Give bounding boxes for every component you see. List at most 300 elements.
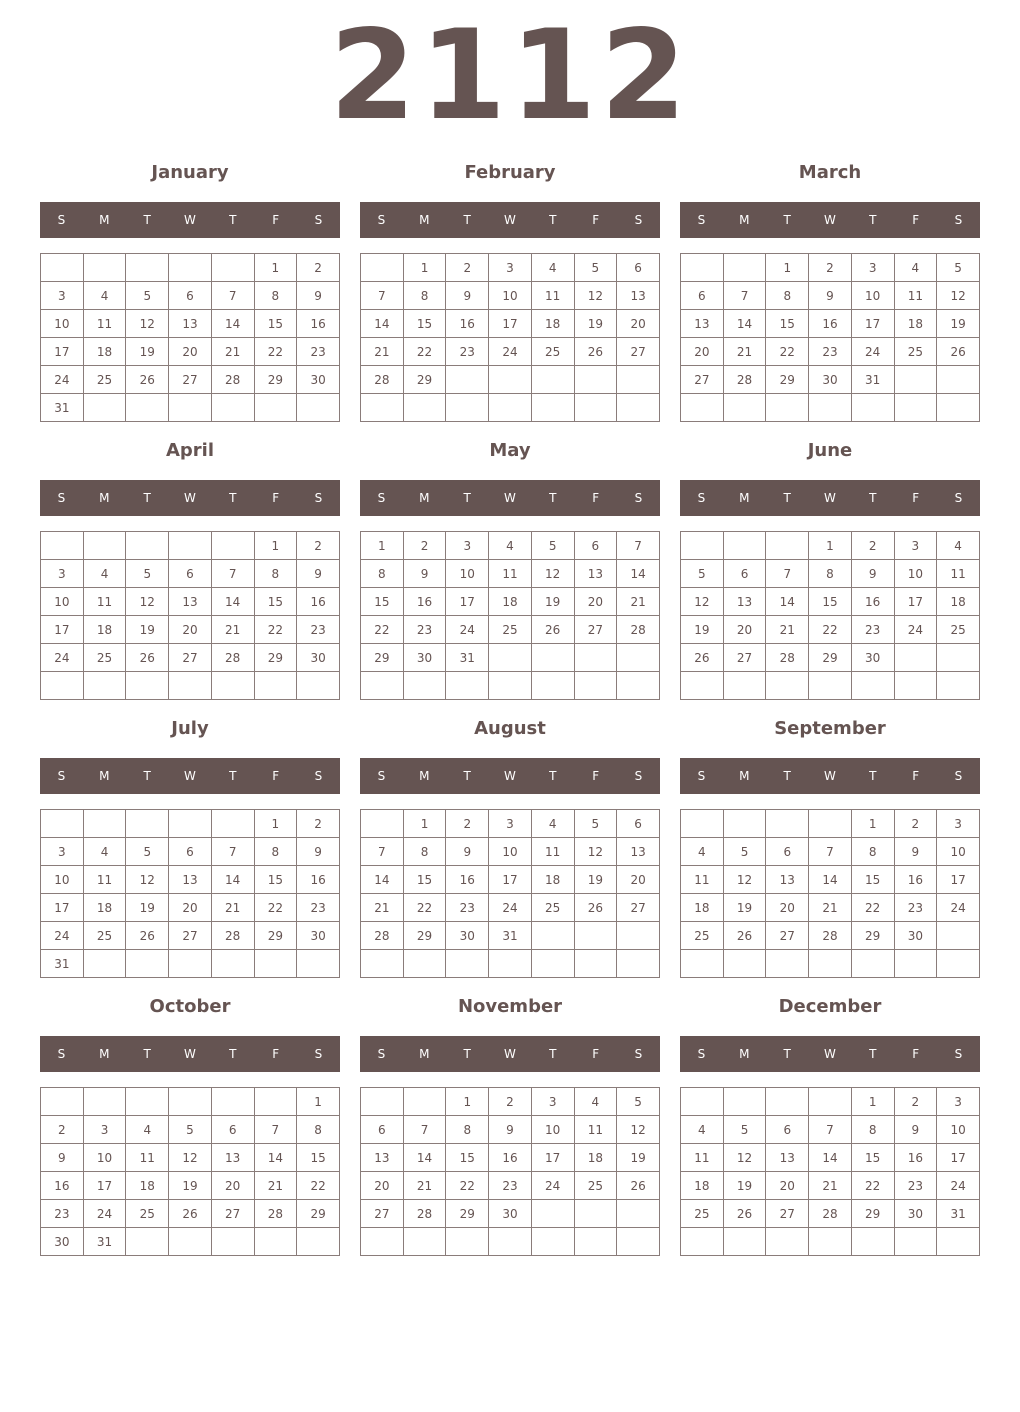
day-cell: 13 bbox=[169, 310, 212, 338]
day-cell bbox=[809, 950, 852, 978]
day-cell: 6 bbox=[766, 1116, 809, 1144]
week-row bbox=[41, 644, 340, 672]
week-row bbox=[361, 866, 660, 894]
day-cell: 28 bbox=[766, 644, 809, 672]
day-cell bbox=[681, 672, 724, 700]
weekday-label: S bbox=[377, 491, 386, 505]
day-cell: 11 bbox=[126, 1144, 169, 1172]
week-row bbox=[41, 616, 340, 644]
day-cell: 26 bbox=[574, 338, 617, 366]
weekday-label: S bbox=[314, 1047, 323, 1061]
day-cell: 1 bbox=[254, 532, 297, 560]
day-cell: 10 bbox=[489, 838, 532, 866]
day-cell bbox=[169, 1088, 212, 1116]
day-cell: 28 bbox=[617, 616, 660, 644]
day-cell bbox=[617, 672, 660, 700]
day-cell: 20 bbox=[169, 616, 212, 644]
day-cell: 16 bbox=[489, 1144, 532, 1172]
day-cell bbox=[766, 950, 809, 978]
day-cell: 29 bbox=[254, 644, 297, 672]
week-row bbox=[681, 338, 980, 366]
week-row bbox=[361, 338, 660, 366]
day-cell: 2 bbox=[297, 532, 340, 560]
weekday-label: F bbox=[912, 769, 920, 783]
week-row bbox=[681, 254, 980, 282]
day-cell: 25 bbox=[531, 894, 574, 922]
day-cell: 31 bbox=[41, 950, 84, 978]
day-grid bbox=[40, 253, 340, 422]
day-cell: 23 bbox=[41, 1200, 84, 1228]
day-cell: 9 bbox=[41, 1144, 84, 1172]
week-row bbox=[361, 644, 660, 672]
week-row bbox=[41, 950, 340, 978]
weekday-label: T bbox=[783, 491, 791, 505]
day-cell: 7 bbox=[809, 838, 852, 866]
day-cell: 18 bbox=[83, 894, 126, 922]
day-cell: 17 bbox=[894, 588, 937, 616]
day-cell: 23 bbox=[403, 616, 446, 644]
day-cell: 26 bbox=[126, 644, 169, 672]
day-cell bbox=[83, 394, 126, 422]
day-cell: 12 bbox=[126, 588, 169, 616]
week-row bbox=[681, 950, 980, 978]
day-cell: 28 bbox=[723, 366, 766, 394]
weekday-label: W bbox=[504, 491, 516, 505]
day-cell bbox=[937, 922, 980, 950]
weekday-header bbox=[360, 1036, 660, 1072]
day-cell: 8 bbox=[809, 560, 852, 588]
day-cell: 24 bbox=[83, 1200, 126, 1228]
day-cell: 5 bbox=[574, 810, 617, 838]
day-cell: 26 bbox=[169, 1200, 212, 1228]
day-cell: 14 bbox=[254, 1144, 297, 1172]
week-row bbox=[41, 1088, 340, 1116]
day-cell: 13 bbox=[617, 838, 660, 866]
day-cell: 1 bbox=[361, 532, 404, 560]
day-cell: 6 bbox=[169, 838, 212, 866]
day-cell: 23 bbox=[851, 616, 894, 644]
week-row bbox=[681, 1088, 980, 1116]
day-cell: 15 bbox=[254, 866, 297, 894]
day-cell: 27 bbox=[723, 644, 766, 672]
weekday-label: T bbox=[143, 213, 151, 227]
day-cell bbox=[126, 1228, 169, 1256]
day-grid bbox=[360, 1087, 660, 1256]
day-grid bbox=[360, 253, 660, 422]
day-cell: 20 bbox=[681, 338, 724, 366]
day-cell: 21 bbox=[211, 616, 254, 644]
weekday-header bbox=[40, 758, 340, 794]
weekday-label: W bbox=[504, 213, 516, 227]
day-cell bbox=[211, 672, 254, 700]
weekday-label: S bbox=[314, 769, 323, 783]
day-cell bbox=[766, 810, 809, 838]
day-cell bbox=[766, 394, 809, 422]
week-row bbox=[361, 282, 660, 310]
day-cell: 18 bbox=[681, 1172, 724, 1200]
day-cell bbox=[446, 672, 489, 700]
day-cell bbox=[723, 254, 766, 282]
day-cell: 6 bbox=[211, 1116, 254, 1144]
day-cell bbox=[254, 950, 297, 978]
day-cell: 30 bbox=[809, 366, 852, 394]
day-cell bbox=[489, 366, 532, 394]
week-row bbox=[41, 866, 340, 894]
day-cell bbox=[937, 950, 980, 978]
day-cell bbox=[169, 810, 212, 838]
day-cell bbox=[766, 1088, 809, 1116]
day-cell bbox=[126, 950, 169, 978]
day-cell bbox=[211, 950, 254, 978]
day-cell: 13 bbox=[766, 1144, 809, 1172]
week-row bbox=[681, 366, 980, 394]
day-cell: 7 bbox=[211, 282, 254, 310]
day-cell: 25 bbox=[894, 338, 937, 366]
day-cell bbox=[894, 644, 937, 672]
day-cell bbox=[446, 394, 489, 422]
day-cell: 21 bbox=[766, 616, 809, 644]
week-row bbox=[361, 366, 660, 394]
day-cell: 21 bbox=[211, 338, 254, 366]
day-cell: 31 bbox=[41, 394, 84, 422]
day-cell: 19 bbox=[574, 866, 617, 894]
day-cell: 1 bbox=[851, 810, 894, 838]
day-cell bbox=[723, 672, 766, 700]
day-cell bbox=[126, 672, 169, 700]
day-cell: 25 bbox=[83, 922, 126, 950]
day-cell: 18 bbox=[126, 1172, 169, 1200]
day-cell: 17 bbox=[41, 338, 84, 366]
day-cell: 2 bbox=[446, 810, 489, 838]
day-cell: 1 bbox=[446, 1088, 489, 1116]
day-cell bbox=[211, 532, 254, 560]
day-cell: 4 bbox=[83, 560, 126, 588]
day-cell: 19 bbox=[126, 338, 169, 366]
day-cell: 15 bbox=[851, 866, 894, 894]
day-cell bbox=[937, 672, 980, 700]
weekday-label: T bbox=[229, 1047, 237, 1061]
day-cell: 17 bbox=[446, 588, 489, 616]
day-cell: 23 bbox=[809, 338, 852, 366]
day-cell: 10 bbox=[894, 560, 937, 588]
day-cell: 8 bbox=[254, 838, 297, 866]
day-cell: 17 bbox=[41, 616, 84, 644]
day-cell: 28 bbox=[211, 644, 254, 672]
day-cell bbox=[937, 394, 980, 422]
day-cell: 5 bbox=[126, 838, 169, 866]
weekday-label: F bbox=[592, 491, 600, 505]
week-row bbox=[41, 394, 340, 422]
week-row bbox=[681, 922, 980, 950]
weekday-header bbox=[360, 202, 660, 238]
day-cell: 9 bbox=[809, 282, 852, 310]
weekday-label: M bbox=[419, 213, 430, 227]
week-row bbox=[361, 1200, 660, 1228]
day-cell: 21 bbox=[809, 894, 852, 922]
month-name: July bbox=[171, 718, 209, 739]
day-cell: 1 bbox=[851, 1088, 894, 1116]
day-cell: 25 bbox=[83, 644, 126, 672]
day-cell: 19 bbox=[126, 616, 169, 644]
week-row bbox=[681, 644, 980, 672]
day-cell bbox=[254, 672, 297, 700]
week-row bbox=[681, 532, 980, 560]
weekday-label: M bbox=[419, 1047, 430, 1061]
day-cell: 12 bbox=[169, 1144, 212, 1172]
year-title: 2112 bbox=[329, 4, 691, 148]
weekday-header bbox=[360, 758, 660, 794]
day-cell: 28 bbox=[361, 366, 404, 394]
day-cell bbox=[361, 950, 404, 978]
day-cell: 2 bbox=[809, 254, 852, 282]
day-cell: 29 bbox=[403, 366, 446, 394]
weekday-label: S bbox=[314, 213, 323, 227]
week-row bbox=[41, 838, 340, 866]
day-cell: 26 bbox=[126, 366, 169, 394]
day-cell: 22 bbox=[446, 1172, 489, 1200]
day-cell: 30 bbox=[41, 1228, 84, 1256]
day-cell: 11 bbox=[83, 588, 126, 616]
week-row bbox=[681, 1172, 980, 1200]
day-cell bbox=[169, 1228, 212, 1256]
day-cell bbox=[211, 810, 254, 838]
day-cell: 26 bbox=[723, 1200, 766, 1228]
day-cell: 3 bbox=[531, 1088, 574, 1116]
day-cell bbox=[254, 1088, 297, 1116]
day-cell: 9 bbox=[297, 838, 340, 866]
day-cell: 18 bbox=[574, 1144, 617, 1172]
day-cell: 22 bbox=[254, 616, 297, 644]
day-cell: 3 bbox=[446, 532, 489, 560]
weekday-label: T bbox=[463, 1047, 471, 1061]
day-cell: 4 bbox=[83, 838, 126, 866]
day-cell: 6 bbox=[723, 560, 766, 588]
day-cell: 15 bbox=[403, 310, 446, 338]
day-cell: 8 bbox=[254, 282, 297, 310]
day-cell: 1 bbox=[403, 810, 446, 838]
day-cell bbox=[851, 950, 894, 978]
day-cell: 23 bbox=[894, 1172, 937, 1200]
day-cell: 17 bbox=[41, 894, 84, 922]
day-cell: 24 bbox=[446, 616, 489, 644]
day-cell bbox=[937, 366, 980, 394]
day-cell bbox=[894, 1228, 937, 1256]
day-cell: 18 bbox=[83, 616, 126, 644]
day-cell: 7 bbox=[766, 560, 809, 588]
day-cell bbox=[254, 394, 297, 422]
day-cell: 25 bbox=[681, 1200, 724, 1228]
weekday-label: S bbox=[697, 491, 706, 505]
week-row bbox=[361, 1144, 660, 1172]
weekday-label: S bbox=[634, 491, 643, 505]
day-cell: 30 bbox=[894, 1200, 937, 1228]
day-cell: 21 bbox=[361, 338, 404, 366]
day-cell: 20 bbox=[574, 588, 617, 616]
day-cell: 19 bbox=[681, 616, 724, 644]
weekday-header bbox=[40, 1036, 340, 1072]
day-cell: 13 bbox=[723, 588, 766, 616]
day-cell: 25 bbox=[574, 1172, 617, 1200]
weekday-label: M bbox=[99, 213, 110, 227]
day-cell: 5 bbox=[937, 254, 980, 282]
day-cell: 20 bbox=[766, 894, 809, 922]
day-cell: 30 bbox=[851, 644, 894, 672]
day-cell bbox=[489, 394, 532, 422]
day-cell: 14 bbox=[617, 560, 660, 588]
day-cell: 11 bbox=[937, 560, 980, 588]
weekday-label: T bbox=[869, 491, 877, 505]
weekday-label: M bbox=[419, 769, 430, 783]
day-cell: 22 bbox=[297, 1172, 340, 1200]
week-row bbox=[681, 1200, 980, 1228]
day-cell: 7 bbox=[254, 1116, 297, 1144]
day-cell: 1 bbox=[809, 532, 852, 560]
day-cell: 5 bbox=[126, 282, 169, 310]
day-cell: 20 bbox=[723, 616, 766, 644]
day-cell bbox=[446, 1228, 489, 1256]
day-cell: 11 bbox=[83, 310, 126, 338]
day-cell: 16 bbox=[297, 310, 340, 338]
day-cell bbox=[41, 1088, 84, 1116]
day-cell: 16 bbox=[809, 310, 852, 338]
day-cell bbox=[126, 254, 169, 282]
day-cell: 10 bbox=[937, 838, 980, 866]
day-cell: 28 bbox=[809, 922, 852, 950]
day-cell: 26 bbox=[723, 922, 766, 950]
day-cell bbox=[574, 1228, 617, 1256]
day-cell: 3 bbox=[851, 254, 894, 282]
day-cell bbox=[169, 532, 212, 560]
day-cell bbox=[723, 394, 766, 422]
day-cell: 10 bbox=[41, 310, 84, 338]
weekday-label: T bbox=[783, 1047, 791, 1061]
day-cell: 10 bbox=[937, 1116, 980, 1144]
day-cell: 4 bbox=[489, 532, 532, 560]
week-row bbox=[681, 894, 980, 922]
day-cell: 2 bbox=[297, 810, 340, 838]
day-cell bbox=[83, 950, 126, 978]
weekday-label: W bbox=[184, 491, 196, 505]
day-cell: 9 bbox=[446, 282, 489, 310]
day-cell: 8 bbox=[254, 560, 297, 588]
week-row bbox=[681, 810, 980, 838]
week-row bbox=[41, 672, 340, 700]
day-cell: 30 bbox=[403, 644, 446, 672]
weekday-label: F bbox=[272, 213, 280, 227]
day-cell: 10 bbox=[41, 588, 84, 616]
day-cell bbox=[766, 532, 809, 560]
day-cell: 6 bbox=[574, 532, 617, 560]
day-cell bbox=[723, 950, 766, 978]
weekday-label: T bbox=[229, 769, 237, 783]
day-cell: 28 bbox=[211, 922, 254, 950]
weekday-label: T bbox=[463, 213, 471, 227]
weekday-label: M bbox=[99, 769, 110, 783]
week-row bbox=[41, 310, 340, 338]
day-cell: 26 bbox=[937, 338, 980, 366]
day-cell bbox=[681, 810, 724, 838]
day-cell: 24 bbox=[937, 1172, 980, 1200]
day-cell: 1 bbox=[254, 810, 297, 838]
week-row bbox=[41, 894, 340, 922]
weekday-label: F bbox=[272, 491, 280, 505]
day-cell: 10 bbox=[851, 282, 894, 310]
day-cell: 28 bbox=[211, 366, 254, 394]
day-cell: 31 bbox=[937, 1200, 980, 1228]
day-cell bbox=[809, 1088, 852, 1116]
day-cell: 3 bbox=[894, 532, 937, 560]
day-cell: 30 bbox=[297, 644, 340, 672]
day-cell: 24 bbox=[489, 894, 532, 922]
weekday-label: M bbox=[739, 769, 750, 783]
day-cell: 31 bbox=[851, 366, 894, 394]
day-cell: 12 bbox=[681, 588, 724, 616]
day-grid bbox=[680, 253, 980, 422]
day-cell: 25 bbox=[681, 922, 724, 950]
day-cell: 12 bbox=[574, 282, 617, 310]
day-cell: 12 bbox=[617, 1116, 660, 1144]
day-cell: 13 bbox=[766, 866, 809, 894]
day-cell bbox=[894, 672, 937, 700]
weekday-label: W bbox=[824, 769, 836, 783]
day-cell: 18 bbox=[531, 310, 574, 338]
day-cell bbox=[681, 532, 724, 560]
day-cell: 5 bbox=[723, 1116, 766, 1144]
weekday-label: M bbox=[739, 491, 750, 505]
day-cell: 8 bbox=[297, 1116, 340, 1144]
day-cell bbox=[937, 1228, 980, 1256]
day-cell: 30 bbox=[489, 1200, 532, 1228]
week-row bbox=[681, 866, 980, 894]
day-cell bbox=[681, 394, 724, 422]
day-cell bbox=[574, 394, 617, 422]
weekday-label: M bbox=[739, 213, 750, 227]
weekday-label: F bbox=[272, 769, 280, 783]
day-cell: 7 bbox=[211, 838, 254, 866]
day-cell: 30 bbox=[894, 922, 937, 950]
day-cell bbox=[446, 950, 489, 978]
day-cell: 20 bbox=[211, 1172, 254, 1200]
weekday-label: W bbox=[184, 1047, 196, 1061]
day-cell: 20 bbox=[617, 310, 660, 338]
day-cell: 8 bbox=[403, 282, 446, 310]
day-cell: 3 bbox=[937, 1088, 980, 1116]
day-cell bbox=[574, 1200, 617, 1228]
weekday-label: S bbox=[697, 213, 706, 227]
day-cell: 14 bbox=[211, 588, 254, 616]
day-cell: 13 bbox=[361, 1144, 404, 1172]
day-cell bbox=[41, 672, 84, 700]
day-cell: 3 bbox=[41, 560, 84, 588]
weekday-label: S bbox=[377, 769, 386, 783]
day-cell: 29 bbox=[297, 1200, 340, 1228]
day-cell: 15 bbox=[297, 1144, 340, 1172]
day-cell: 9 bbox=[297, 560, 340, 588]
weekday-label: S bbox=[954, 213, 963, 227]
day-cell: 18 bbox=[531, 866, 574, 894]
day-grid bbox=[680, 809, 980, 978]
day-cell bbox=[809, 394, 852, 422]
day-cell: 22 bbox=[851, 894, 894, 922]
week-row bbox=[361, 616, 660, 644]
day-cell bbox=[169, 394, 212, 422]
weekday-label: T bbox=[549, 769, 557, 783]
month-name: January bbox=[151, 162, 229, 183]
day-cell: 28 bbox=[809, 1200, 852, 1228]
weekday-label: T bbox=[463, 491, 471, 505]
month-name: April bbox=[165, 440, 215, 461]
day-cell: 21 bbox=[403, 1172, 446, 1200]
